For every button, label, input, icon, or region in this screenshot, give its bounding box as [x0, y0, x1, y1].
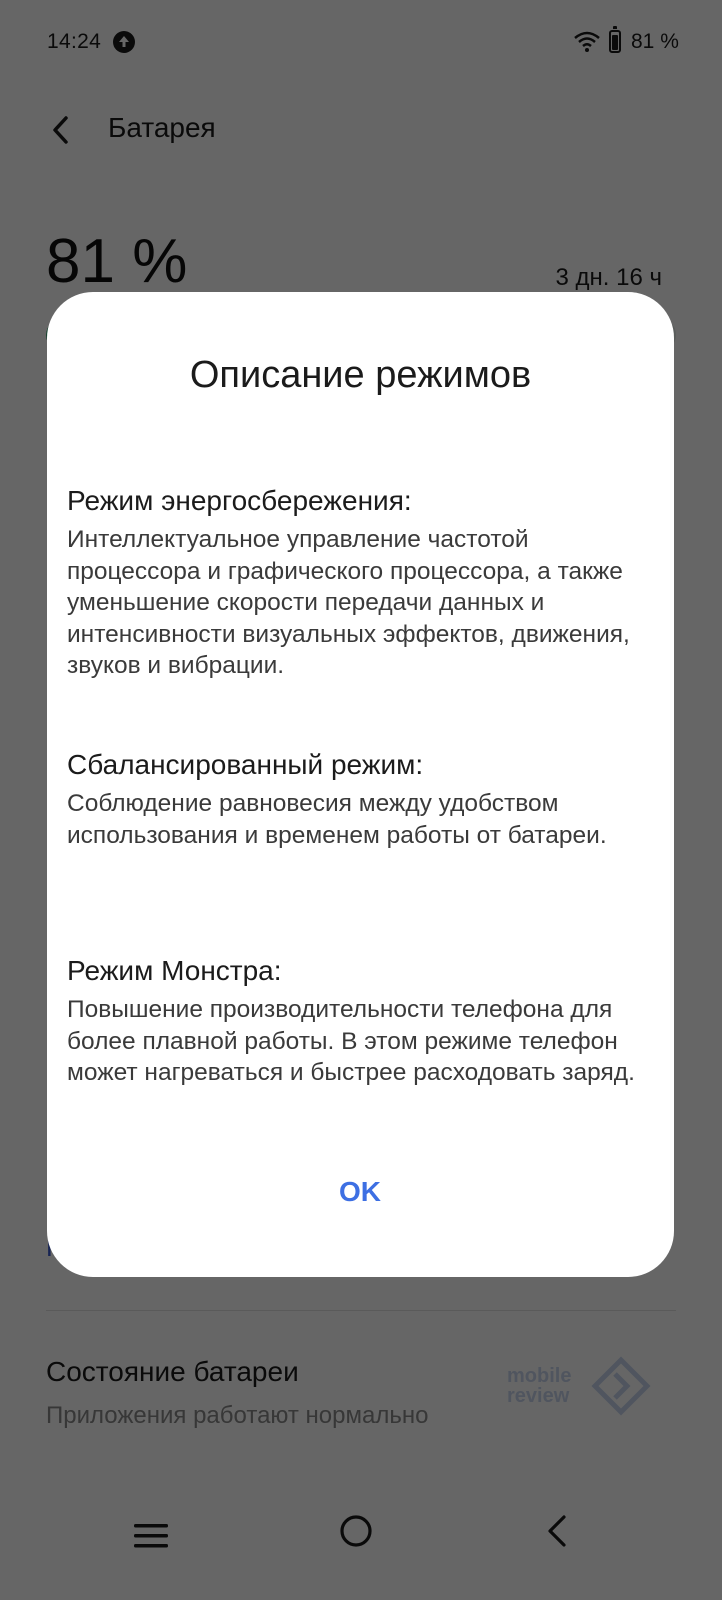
dialog-title: Описание режимов	[189, 354, 532, 396]
mode-description: Повышение производительности телефона для более плавной работы. В этом режиме телефон может нагреваться и быстрее расходовать заряд.	[67, 996, 635, 1086]
mode-description: Интеллектуальное управление частотой процессора и графического процессора, а также уменьшение скорости передачи данных и интенсивности визуальных эффектов, движения, звуков и вибрации.	[67, 526, 630, 679]
modes-description-dialog	[47, 292, 674, 1277]
mode-description: Соблюдение равновесия между удобством использования и временем работы от батареи.	[67, 790, 607, 849]
mode-title: Режим энергосбережения:	[67, 485, 412, 516]
mode-title: Сбалансированный режим:	[67, 749, 424, 780]
mode-power-saving	[67, 484, 638, 682]
mode-monster	[67, 954, 638, 1089]
mode-title: Режим Монстра:	[67, 955, 282, 986]
ok-button[interactable]: OK	[339, 1176, 381, 1207]
mode-balanced	[67, 748, 638, 851]
